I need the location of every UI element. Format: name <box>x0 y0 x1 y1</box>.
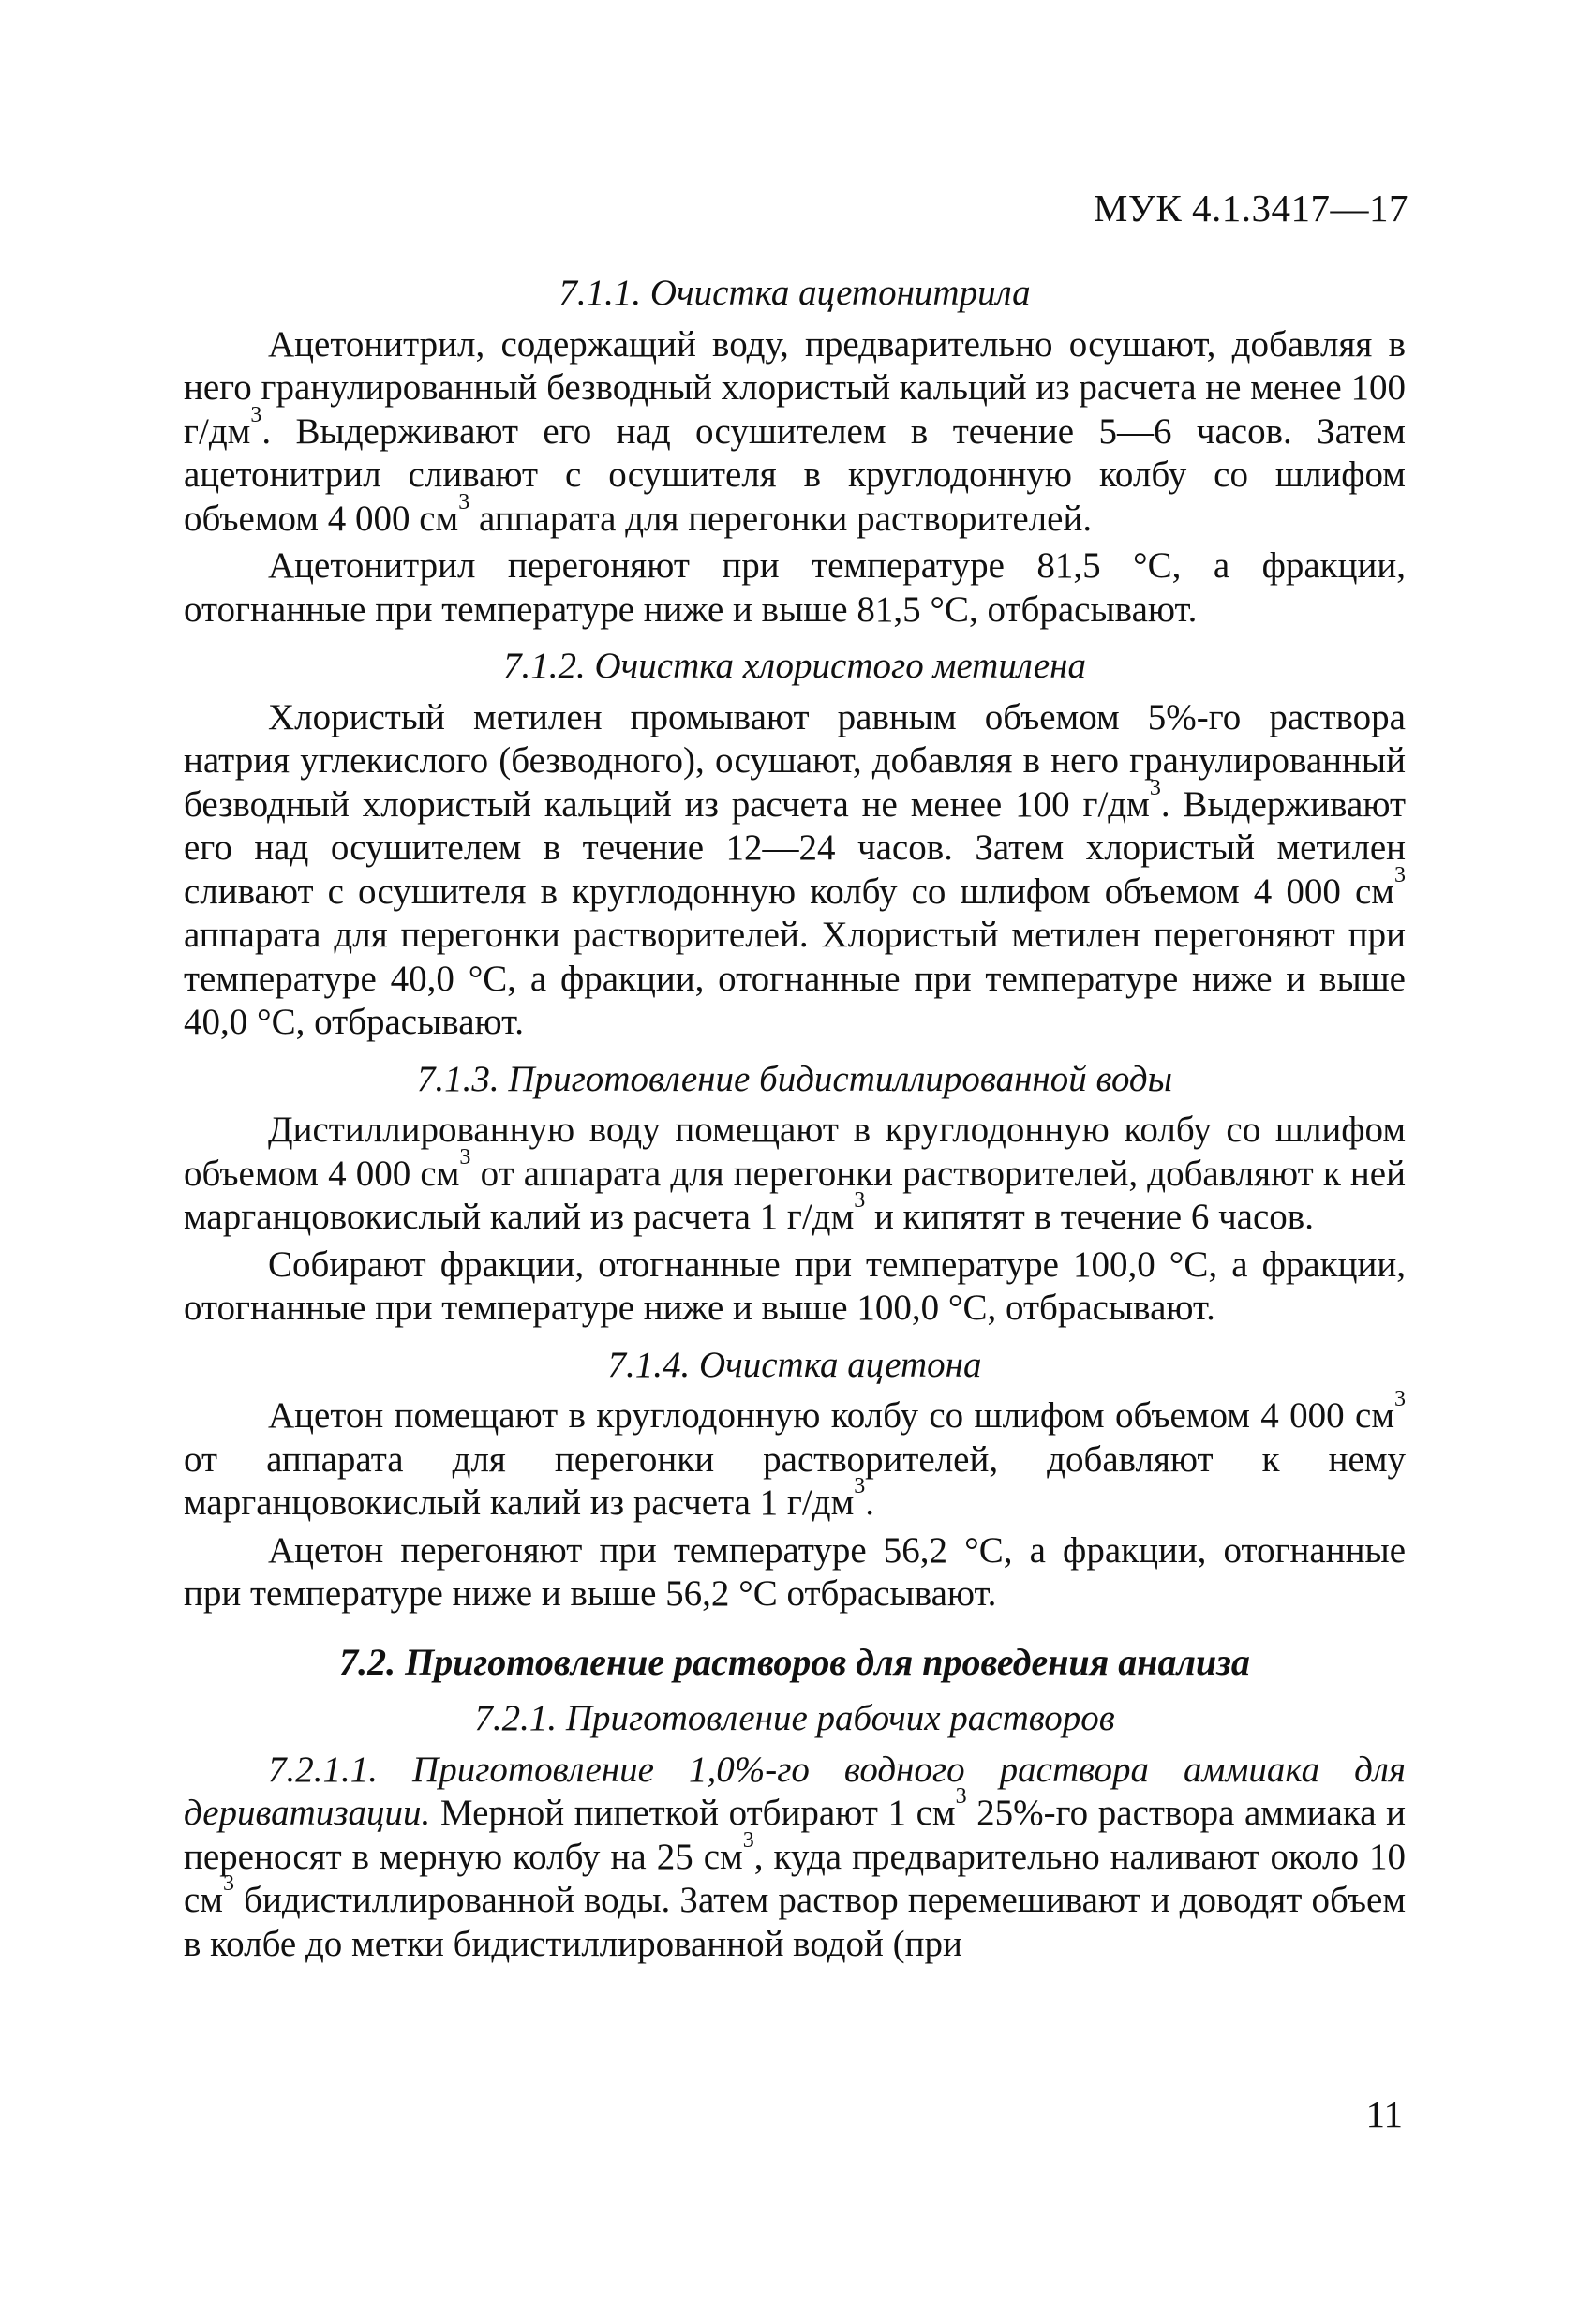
section-7-1-1-paragraph-1: Ацетонитрил, содержащий воду, предварительно осушают, добавляя в него гранулированный безводный хлористый кальций из расчета не менее 100 $г/дм^3$. Выдерживают его над осушителем в течение 5—6 часов. Затем ацетонитрил сливают с осушителя в круглодонную колбу со шлифом объемом 4 000 $см^3$ аппарата для перегонки растворителей. <box>184 323 1406 539</box>
section-7-1-1-paragraph-2: Ацетонитрил перегоняют при температуре 81,5 °С, а фракции, отогнанные при температуре ниже и выше 81,5 °С, отбрасывают. <box>184 545 1406 630</box>
section-7-2-1-title: 7.2.1. Приготовление рабочих растворов <box>474 1698 1115 1738</box>
section-7-1-3-paragraph-1: Дистиллированную воду помещают в круглодонную колбу со шлифом объемом 4 000 $см^3$ от аппарата для перегонки растворителей, добавляют к ней марганцовокислый калий из расчета 1 $г/дм^3$ и кипятят в течение 6 часов. <box>184 1110 1406 1237</box>
section-7-1-2-paragraph-1: Хлористый метилен промывают равным объемом 5%-го раствора натрия углекислого (безводного), осушают, добавляя в него гранулированный безводный хлористый кальций из расчета не менее 100 $г/дм^3$. Выдерживают его над осушителем в течение 12—24 часов. Затем хлористый метилен сливают с осушителя в круглодонную колбу со шлифом объемом 4 000 $см^3$ аппарата для перегонки растворителей. Хлористый метилен перегоняют при температуре 40,0 °С, а фракции, отогнанные при температуре ниже и выше 40,0 °С, отбрасывают. <box>184 696 1406 1042</box>
document-body <box>184 272 1406 1970</box>
section-7-1-2-title: 7.1.2. Очистка хлористого метилена <box>503 646 1086 686</box>
section-7-2-title: 7.2. Приготовление растворов для проведения анализа <box>339 1640 1250 1683</box>
section-7-2-1-1-paragraph: 7.2.1.1. Приготовление 1,0%-го водного раствора аммиака для дериватизации. Мерной пипеткой отбирают 1 $см^3$ 25%-го раствора аммиака и переносят в мерную колбу на 25 $см^3$, куда предварительно наливают около 10 $см^3$ бидистиллированной воды. Затем раствор перемешивают и доводят объем в колбе до метки бидистиллированной водой (при <box>184 1749 1406 1964</box>
section-7-1-3-title: 7.1.3. Приготовление бидистиллированной воды <box>416 1058 1173 1099</box>
document-code: МУК 4.1.3417—17 <box>1093 186 1408 230</box>
section-7-1-1-title: 7.1.1. Очистка ацетонитрила <box>559 273 1031 313</box>
section-7-1-3-paragraph-2: Собирают фракции, отогнанные при температуре 100,0 °С, а фракции, отогнанные при температуре ниже и выше 100,0 °С, отбрасывают. <box>184 1244 1406 1328</box>
section-7-1-4-paragraph-2: Ацетон перегоняют при температуре 56,2 °С, а фракции, отогнанные при температуре ниже и выше 56,2 °С отбрасывают. <box>184 1529 1406 1614</box>
section-7-1-4-title: 7.1.4. Очистка ацетона <box>607 1344 982 1385</box>
page-number: 11 <box>1365 2093 1403 2136</box>
section-7-1-4-paragraph-1: Ацетон помещают в круглодонную колбу со шлифом объемом 4 000 $см^3$ от аппарата для перегонки растворителей, добавляют к нему марганцовокислый калий из расчета 1 $г/дм^3$. <box>184 1387 1406 1523</box>
